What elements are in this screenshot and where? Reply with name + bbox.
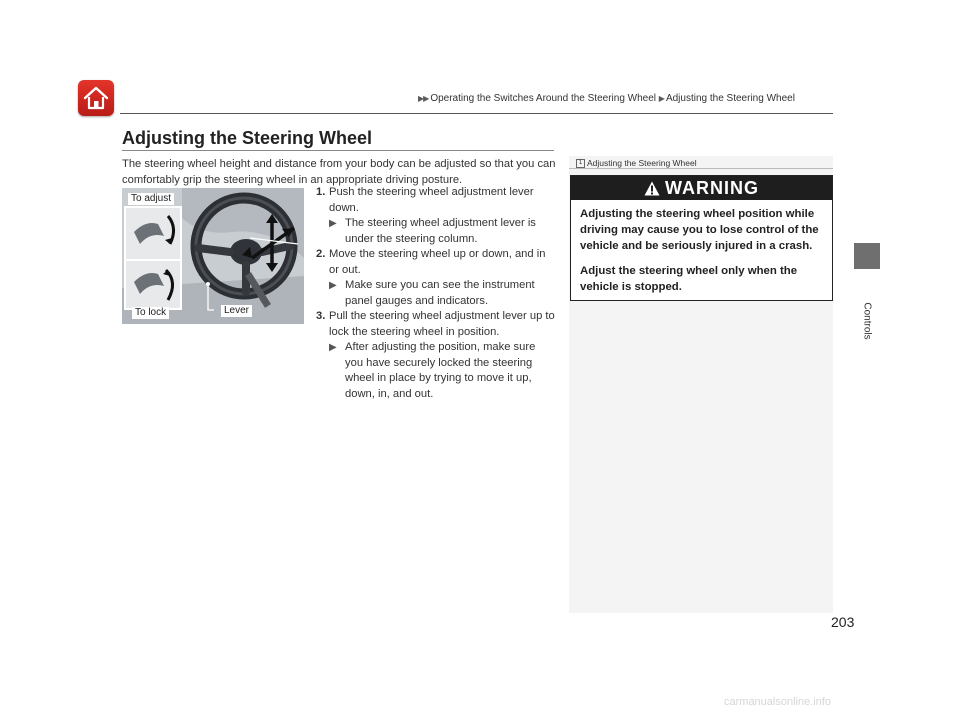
reference-marker-icon: 1	[576, 159, 585, 168]
breadcrumb-arrow-icon: ▶▶	[418, 94, 429, 103]
header-divider	[120, 113, 833, 114]
step-text: Move the steering wheel up or down, and in or out.	[329, 248, 546, 276]
note-arrow-icon: ▶	[329, 342, 337, 353]
figure-label-to-adjust: To adjust	[128, 193, 174, 205]
steering-wheel-drawing	[122, 188, 304, 324]
step-number: 3.	[316, 310, 326, 322]
watermark-text: carmanualsonline.info	[724, 696, 832, 708]
figure-label-lever: Lever	[221, 305, 252, 317]
section-tab-label[interactable]: Controls	[861, 302, 873, 340]
note-text: Make sure you can see the instrument panel gauges and indicators.	[345, 279, 535, 307]
warning-label: WARNING	[665, 177, 759, 198]
side-panel-divider	[569, 168, 833, 169]
home-icon	[83, 86, 109, 110]
steering-wheel-illustration	[122, 188, 304, 324]
step-number: 1.	[316, 186, 326, 198]
breadcrumb-current-page: Adjusting the Steering Wheel	[665, 93, 795, 104]
step-1	[316, 185, 556, 216]
step-3-note	[316, 340, 556, 402]
warning-box	[570, 175, 833, 301]
title-divider	[122, 150, 554, 151]
warning-paragraph: Adjust the steering wheel only when the vehicle is stopped.	[580, 265, 798, 293]
page-number: 203	[831, 614, 855, 630]
side-panel-heading: 1 Adjusting the Steering Wheel	[576, 158, 697, 168]
procedure-steps	[316, 185, 556, 402]
warning-header	[571, 176, 832, 200]
breadcrumb-section-link[interactable]: Operating the Switches Around the Steering Wheel	[430, 93, 657, 104]
step-2-note	[316, 278, 556, 309]
note-arrow-icon: ▶	[329, 280, 337, 291]
warning-triangle-icon	[644, 181, 660, 196]
section-tab-marker[interactable]	[854, 243, 880, 269]
page-title: Adjusting the Steering Wheel	[122, 128, 373, 148]
home-button[interactable]	[78, 80, 114, 116]
breadcrumb-arrow-icon: ▶	[658, 94, 664, 103]
step-1-note	[316, 216, 556, 247]
step-number: 2.	[316, 248, 326, 260]
note-arrow-icon: ▶	[329, 218, 337, 229]
note-text: The steering wheel adjustment lever is under the steering column.	[345, 217, 536, 245]
warning-body	[571, 200, 832, 295]
warning-paragraph: Adjusting the steering wheel position while driving may cause you to lose control of the vehicle and be seriously injured in a crash.	[580, 208, 819, 252]
step-3	[316, 309, 556, 340]
step-2	[316, 247, 556, 278]
step-text: Push the steering wheel adjustment lever down.	[329, 186, 534, 214]
step-text: Pull the steering wheel adjustment lever up to lock the steering wheel in position.	[329, 310, 555, 338]
intro-paragraph: The steering wheel height and distance from your body can be adjusted so that you can comfortably grip the steering wheel in an appropriate driving posture.	[122, 158, 556, 186]
note-text: After adjusting the position, make sure you have securely locked the steering wheel in place by trying to move it up, down, in, and out.	[345, 341, 536, 400]
breadcrumb	[418, 93, 795, 104]
figure-label-to-lock: To lock	[132, 307, 169, 319]
